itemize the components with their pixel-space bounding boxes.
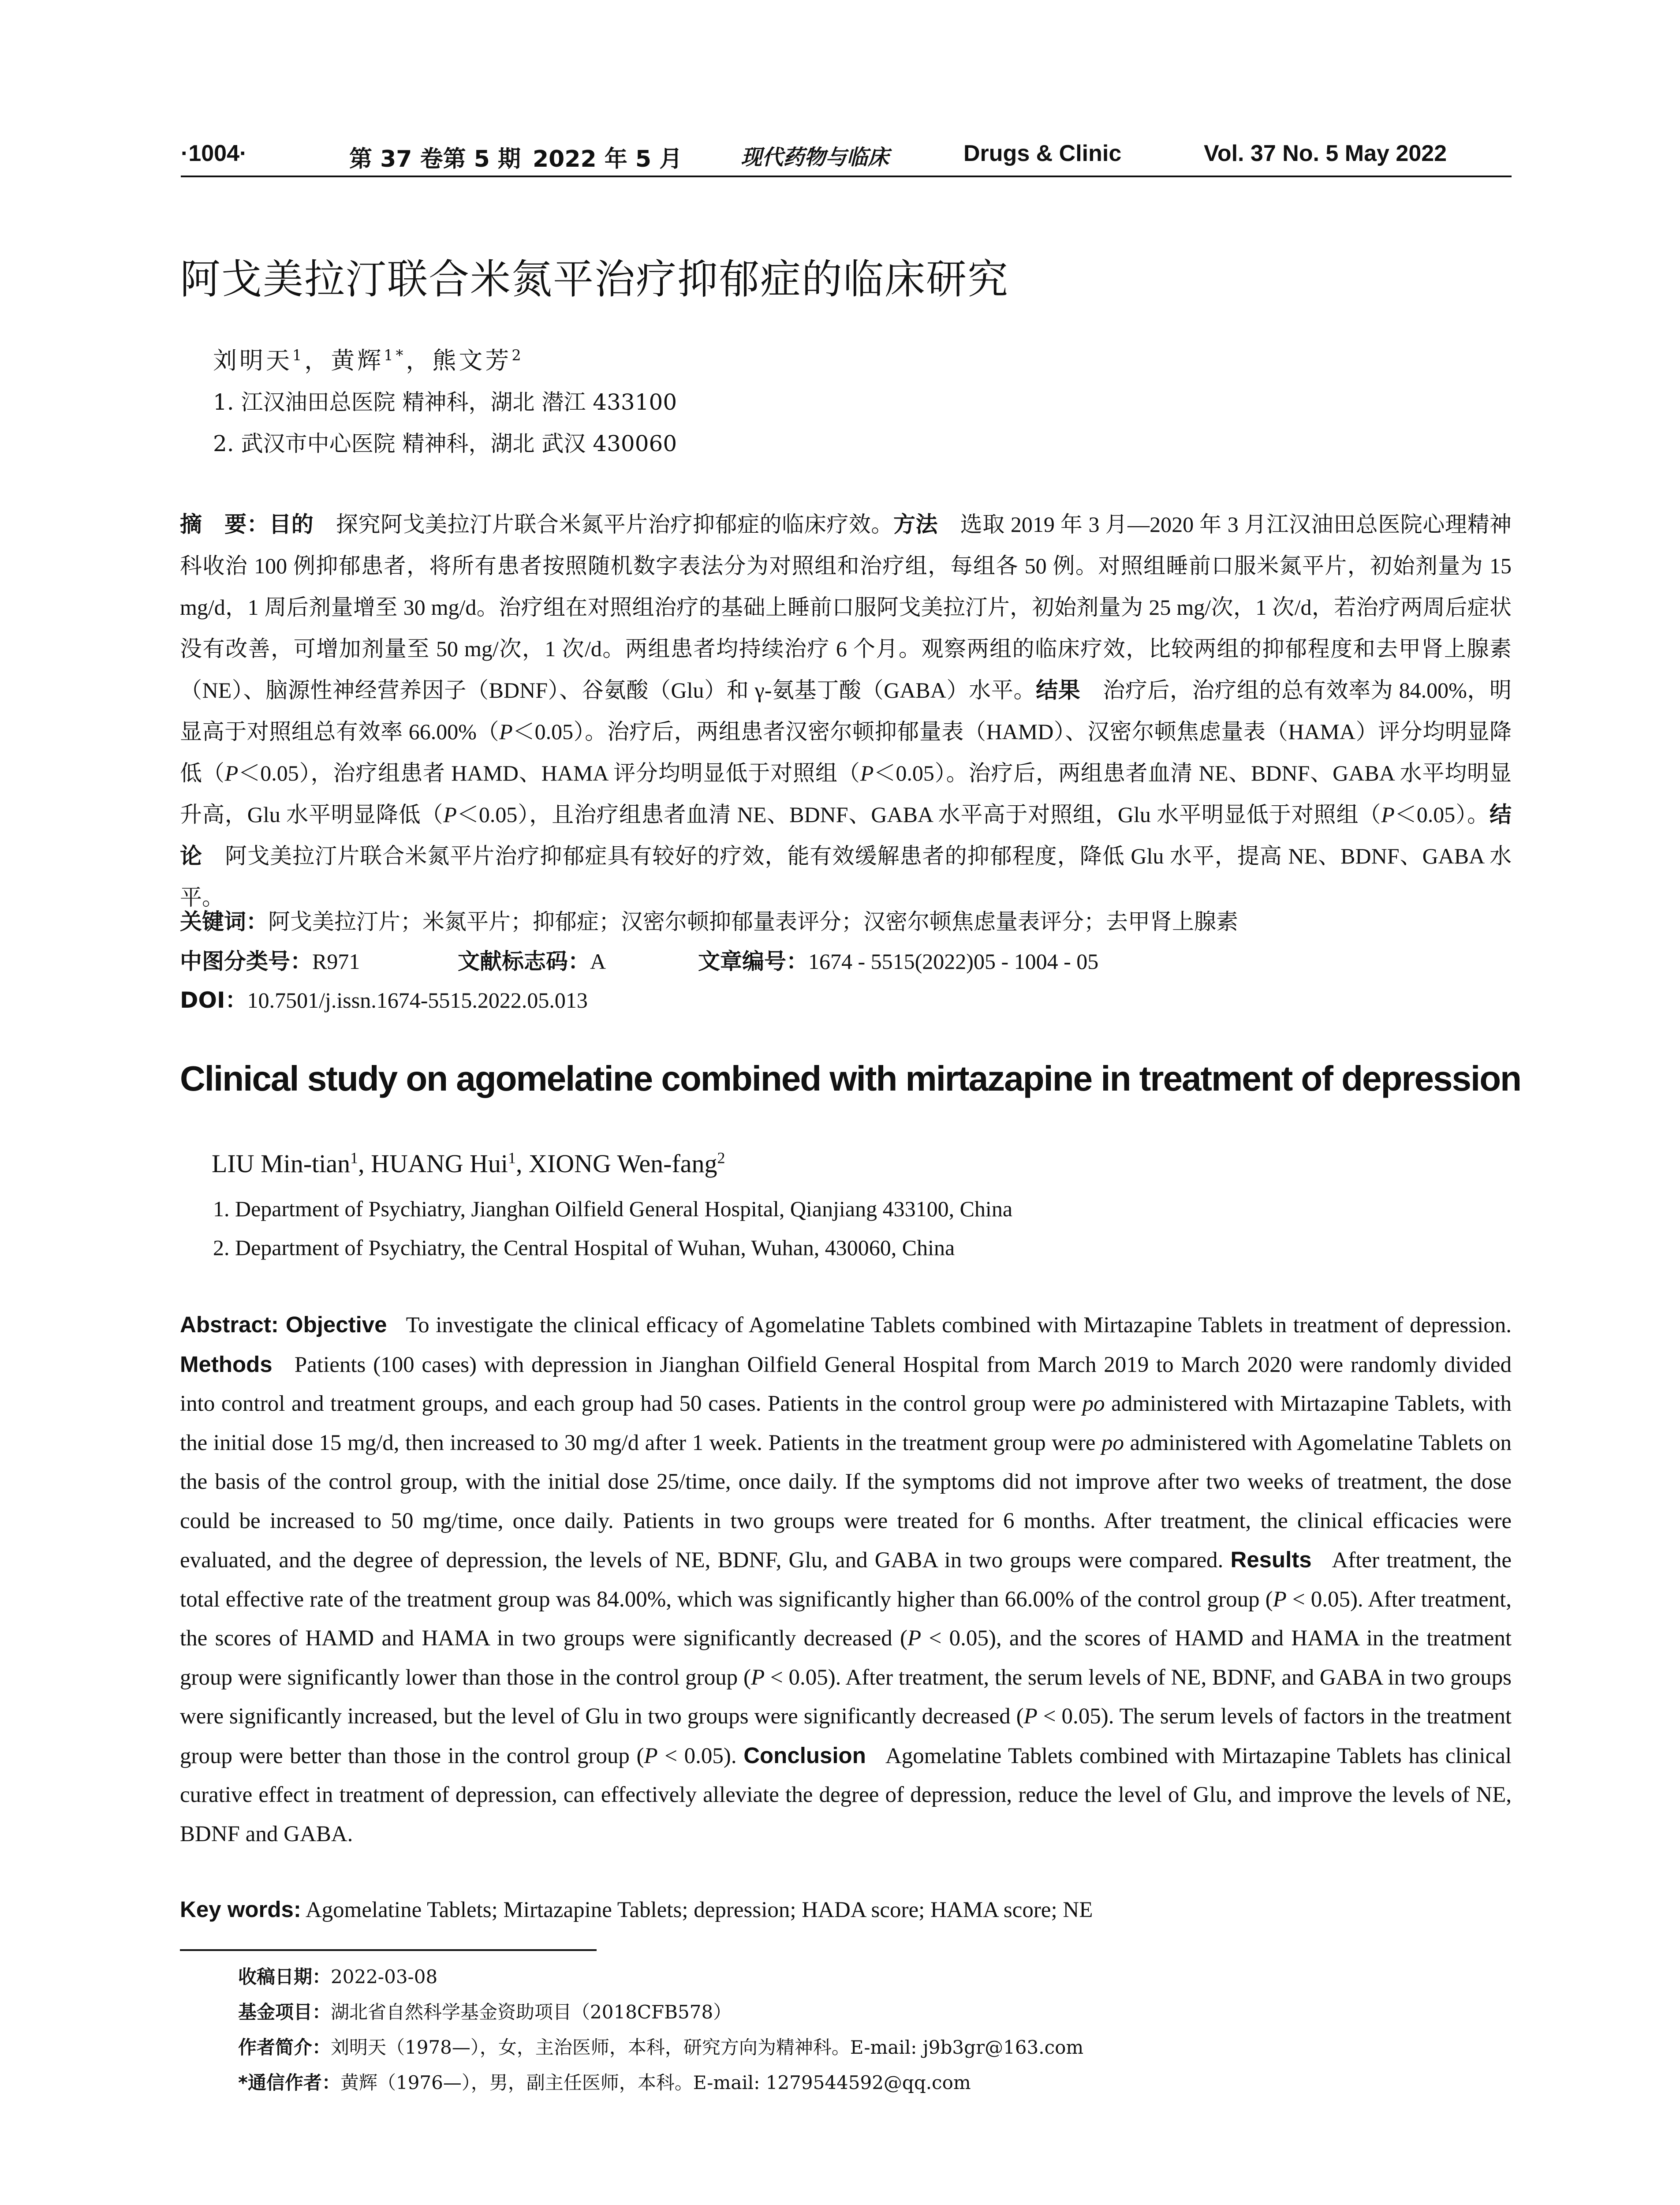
footnote-fund [238, 1998, 732, 2024]
title-en: Clinical study on agomelatine combined with mirtazapine in treatment of depression [180, 1059, 1521, 1098]
author-name: 黄辉 [331, 347, 384, 374]
p-symbol: P [443, 802, 457, 827]
author-separator: ， [406, 347, 433, 374]
footnote-author [238, 2033, 1083, 2059]
methods-label: 方法 [893, 512, 938, 537]
doc-code-label: 文献标志码： [458, 949, 590, 974]
objective-text: To investigate the clinical efficacy of Agomelatine Tablets combined with Mirtazapine Tablets in treatment of depression. [406, 1313, 1512, 1338]
results-text: < 0.05). After treatment, the scores of HAMD and HAMA in two groups were significantly decreased ( [180, 1587, 1512, 1651]
p-symbol: P [1273, 1587, 1287, 1612]
author-name: XIONG Wen-fang [529, 1149, 717, 1178]
authors-en [212, 1149, 725, 1178]
results-text: ＜0.05），治疗组患者 HAMD、HAMA 评分均明显低于对照组（ [238, 761, 860, 785]
doi-value: 10.7501/j.issn.1674-5515.2022.05.013 [247, 988, 588, 1013]
objective-text: 探究阿戈美拉汀片联合米氮平片治疗抑郁症的临床疗效。 [336, 512, 893, 537]
author-name: HUANG Hui [371, 1149, 508, 1178]
p-symbol: P [1023, 1704, 1038, 1729]
page-number: ·1004· [181, 141, 247, 166]
clc-value: R971 [312, 949, 360, 974]
methods-label: Methods [180, 1351, 273, 1377]
conclusion-text: 阿戈美拉汀片联合米氮平片治疗抑郁症具有较好的疗效，能有效缓解患者的抑郁程度，降低 Glu 水平，提高 NE、BDNF、GABA 水平。 [180, 844, 1512, 910]
author-affiliation-mark: 1* [384, 347, 406, 364]
results-text: < 0.05), and the scores of HAMD and HAMA in the treatment group were significantly lower than those in the control group ( [180, 1626, 1512, 1690]
footnote-text: 2022-03-08 [331, 1966, 438, 1988]
author-separator: , [516, 1149, 529, 1178]
doi-label: DOI： [180, 987, 247, 1013]
footnote-label: *通信作者： [238, 2072, 340, 2093]
author-separator: , [358, 1149, 371, 1178]
objective-label: 目的 [269, 512, 314, 537]
footnote-received [238, 1962, 437, 1989]
p-symbol: P [499, 719, 513, 744]
doi-line [180, 983, 588, 1014]
classification-line [180, 944, 1512, 975]
abstract-objective-label: Abstract: Objective [180, 1312, 387, 1337]
affiliation-cn-1: 1. 江汉油田总医院 精神科，湖北 潜江 433100 [213, 389, 677, 415]
footnote-text: 刘明天（1978—），女，主治医师，本科，研究方向为精神科。E-mail: j9b3gr@163.com [331, 2037, 1084, 2058]
author-name: 刘明天 [213, 347, 292, 374]
article-no-value: 1674 - 5515(2022)05 - 1004 - 05 [808, 949, 1099, 974]
footnote-rule [180, 1949, 597, 1951]
affiliation-en-2: 2. Department of Psychiatry, the Central Hospital of Wuhan, Wuhan, 430060, China [213, 1235, 955, 1260]
p-symbol: P [1381, 802, 1395, 827]
keywords-label: Key words: [180, 1897, 301, 1922]
footnote-corresponding [238, 2068, 971, 2095]
results-label: Results [1230, 1547, 1312, 1572]
conclusion-label: Conclusion [743, 1742, 866, 1768]
p-symbol: P [644, 1743, 658, 1768]
abstract-label: 摘 要： [180, 512, 269, 537]
methods-text: administered with Mirtazapine Tablets, with the initial dose 15 mg/d, then increased to 30 mg/d after 1 week. Patients in the treatment group were [180, 1391, 1512, 1455]
footnote-label: 收稿日期： [238, 1966, 331, 1988]
results-text: After treatment, the total effective rate of the treatment group was 84.00%, which was significantly higher than 66.00% of the control group ( [180, 1548, 1512, 1612]
author-separator: ， [304, 347, 331, 374]
results-text: ＜0.05）。 [1394, 802, 1490, 827]
header-rule [181, 176, 1512, 177]
author-affiliation-mark: 2 [717, 1149, 725, 1167]
footnote-text: 黄辉（1976—），男，副主任医师，本科。E-mail: 1279544592@qq.com [340, 2072, 971, 2093]
methods-text: administered with Agomelatine Tablets on the basis of the control group, with the initial dose 25/time, once daily. If the symptoms did not improve after two weeks of treatment, the dose could be increased to 50 mg/time, once daily. Patients in two groups were treated for 6 months. After treatment, the clinical efficacies were evaluated, and the degree of depression, the levels of NE, BDNF, Glu, and GABA in two groups were compared. [180, 1430, 1512, 1573]
conclusion-text: Agomelatine Tablets combined with Mirtazapine Tablets has clinical curative effect in treatment of depression, can effectively alleviate the degree of depression, reduce the level of Glu, and improve the levels of NE, BDNF and GABA. [180, 1743, 1512, 1846]
results-text: 治疗后，治疗组的总有效率为 84.00%，明显高于对照组总有效率 66.00%（ [180, 678, 1512, 744]
methods-text: 选取 2019 年 3 月—2020 年 3 月江汉油田总医院心理精神科收治 100 例抑郁患者，将所有患者按照随机数字表法分为对照组和治疗组，每组各 50 例。对照组睡前口服米氮平片，初始剂量为 15 mg/d，1 周后剂量增至 30 mg/d。治疗组在对照组治疗的基础上睡前口服阿戈美拉汀片，初始剂量为 25 mg/次，1 次/d，若治疗两周后症状没有改善，可增加剂量至 50 mg/次，1 次/d。两组患者均持续治疗 6 个月。观察两组的临床疗效，比较两组的抑郁程度和去甲肾上腺素（NE）、脑源性神经营养因子（BDNF）、谷氨酸（Glu）和 γ-氨基丁酸（GABA）水平。 [180, 512, 1512, 703]
methods-text: Patients (100 cases) with depression in Jianghan Oilfield General Hospital from March 2019 to March 2020 were randomly divided into control and treatment groups, and each group had 50 cases. Patients in the control group were [180, 1352, 1512, 1416]
conclusion-label: 结论 [180, 802, 1512, 869]
affiliation-en-1: 1. Department of Psychiatry, Jianghan Oilfield General Hospital, Qianjiang 433100, China [213, 1196, 1013, 1221]
volume-en: Vol. 37 No. 5 May 2022 [1204, 141, 1447, 166]
results-text: ＜0.05）。治疗后，两组患者汉密尔顿抑郁量表（HAMD）、汉密尔顿焦虑量表（HAMA）评分均明显降低（ [180, 719, 1512, 785]
author-name: LIU Min-tian [212, 1149, 351, 1178]
footnote-label: 作者简介： [238, 2037, 331, 2058]
results-text: < 0.05). [665, 1743, 737, 1768]
p-symbol: P [750, 1665, 765, 1690]
p-symbol: P [907, 1626, 922, 1651]
doc-code-value: A [590, 949, 606, 974]
date-cn: 2022 年 5 月 [533, 146, 683, 172]
author-affiliation-mark: 1 [292, 347, 305, 364]
author-affiliation-mark: 2 [511, 347, 524, 364]
footnote-text: 湖北省自然科学基金资助项目（2018CFB578） [331, 2001, 732, 2023]
author-affiliation-mark: 1 [508, 1149, 516, 1167]
results-text: ＜0.05）。治疗后，两组患者血清 NE、BDNF、GABA 水平均明显升高，Glu 水平明显降低（ [180, 761, 1512, 827]
p-symbol: P [860, 761, 874, 785]
clc-label: 中图分类号： [180, 949, 312, 974]
article-no-label: 文章编号： [698, 949, 808, 974]
authors-cn [213, 342, 524, 376]
author-affiliation-mark: 1 [350, 1149, 358, 1167]
abstract-cn [180, 504, 1512, 918]
journal-name-cn: 现代药物与临床 [741, 145, 889, 170]
keywords-text: Agomelatine Tablets; Mirtazapine Tablets; depression; HADA score; HAMA score; NE [305, 1898, 1093, 1922]
results-text: < 0.05). The serum levels of factors in the treatment group were better than those in the control group ( [180, 1704, 1512, 1768]
p-symbol: P [224, 761, 239, 785]
affiliation-cn-2: 2. 武汉市中心医院 精神科，湖北 武汉 430060 [213, 431, 677, 456]
volume-cn: 第 37 卷第 5 期 [349, 146, 521, 172]
keywords-en [180, 1896, 1093, 1923]
results-label: 结果 [1036, 677, 1081, 703]
author-name: 熊文芳 [432, 347, 512, 374]
abstract-en [180, 1305, 1512, 1854]
running-header [181, 140, 1512, 171]
results-text: < 0.05). After treatment, the serum levels of NE, BDNF, and GABA in two groups were significantly increased, but the level of Glu in two groups were significantly decreased ( [180, 1665, 1512, 1729]
keywords-cn [180, 904, 1238, 936]
po-term: po [1101, 1430, 1124, 1455]
results-text: ＜0.05），且治疗组患者血清 NE、BDNF、GABA 水平高于对照组，Glu 水平明显低于对照组（ [456, 802, 1381, 827]
po-term: po [1082, 1391, 1105, 1416]
journal-name-en: Drugs & Clinic [963, 141, 1122, 166]
keywords-text: 阿戈美拉汀片；米氮平片；抑郁症；汉密尔顿抑郁量表评分；汉密尔顿焦虑量表评分；去甲肾上腺素 [268, 909, 1238, 934]
footnote-label: 基金项目： [238, 2001, 331, 2023]
title-cn: 阿戈美拉汀联合米氮平治疗抑郁症的临床研究 [180, 256, 1009, 303]
keywords-label: 关键词： [180, 909, 268, 934]
